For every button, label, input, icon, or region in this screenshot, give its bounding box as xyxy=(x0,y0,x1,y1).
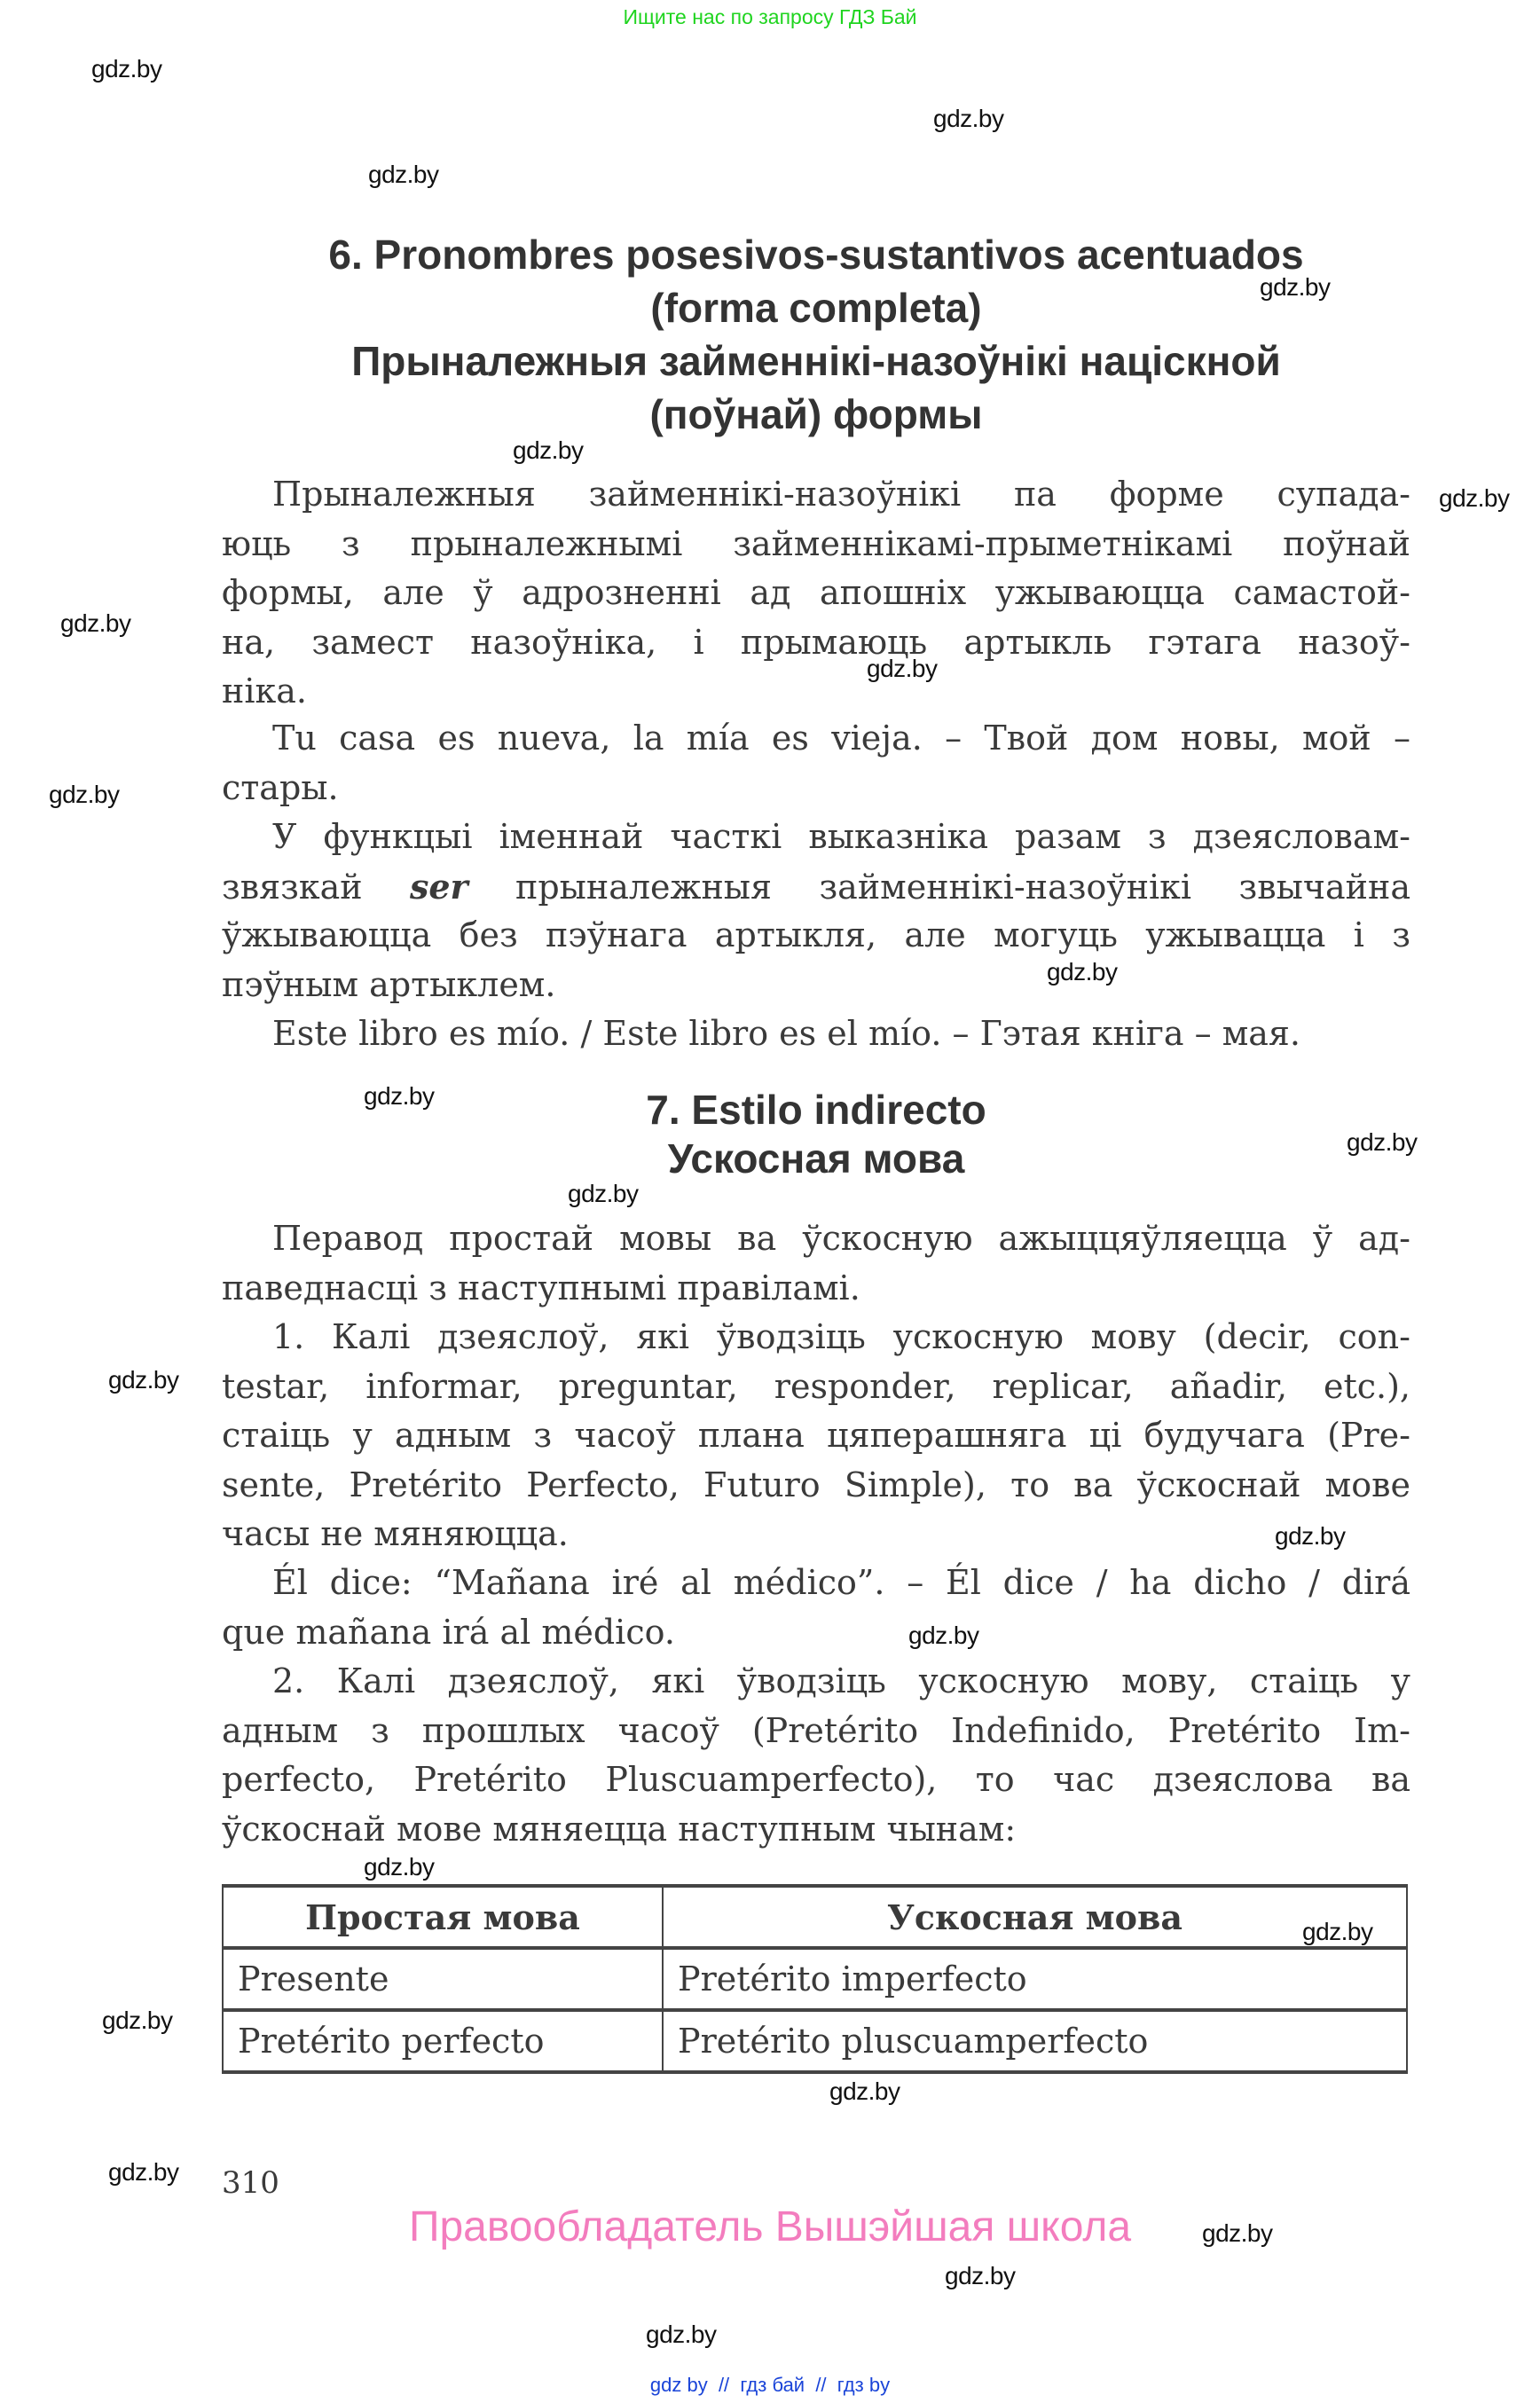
page-number: 310 xyxy=(222,2165,279,2201)
table-row xyxy=(223,2010,1407,2072)
watermark-gdz: gdz.by xyxy=(108,1366,179,1394)
text-line: стары. xyxy=(222,767,339,807)
watermark-gdz: gdz.by xyxy=(91,55,162,82)
text-line: que mañana irá al médico. xyxy=(222,1612,675,1652)
text-fragment: звязкай xyxy=(222,867,410,907)
footer-links[interactable]: gdz by // гдз бай // гдз by xyxy=(649,2374,891,2396)
text-line: Перавод простай мовы ва ўскосную ажыццяўляецца ў ад- xyxy=(272,1219,1410,1258)
watermark-gdz: gdz.by xyxy=(364,1853,435,1881)
watermark-gdz: gdz.by xyxy=(49,781,120,808)
section6-example-1 xyxy=(222,714,1410,813)
watermark-gdz: gdz.by xyxy=(1260,273,1331,301)
watermark-gdz: gdz.by xyxy=(1302,1918,1373,1945)
watermark-gdz: gdz.by xyxy=(908,1622,979,1649)
watermark-gdz: gdz.by xyxy=(568,1180,639,1207)
text-line: юць з прыналежнымі займеннікамі-прыметнікамі поўнай xyxy=(222,523,1410,563)
section6-heading-be-line1: Прыналежныя займеннікі-назоўнікі націскной xyxy=(351,338,1281,384)
section6-paragraph-1 xyxy=(222,470,1410,717)
text-line: perfecto, Pretérito Pluscuamperfecto), то час дзеяслова ва xyxy=(222,1760,1410,1799)
watermark-gdz: gdz.by xyxy=(102,2006,173,2034)
watermark-gdz: gdz.by xyxy=(945,2262,1016,2289)
watermark-gdz: gdz.by xyxy=(1275,1522,1346,1550)
watermark-gdz: gdz.by xyxy=(646,2321,717,2348)
text-line: паведнасці з наступнымі правіламі. xyxy=(222,1268,860,1308)
text-line: sente, Pretérito Perfecto, Futuro Simple), то ва ўскоснай мове xyxy=(222,1465,1410,1504)
watermark-gdz: gdz.by xyxy=(1047,958,1118,986)
watermark-gdz: gdz.by xyxy=(1439,484,1510,512)
text-line: формы, але ў адрозненні ад апошніх ужываюцца самастой- xyxy=(222,573,1410,612)
table-cell: Pretérito pluscuamperfecto xyxy=(663,2010,1407,2072)
text-line: Tu casa es nueva, la mía es vieja. – Твой дом новы, мой – xyxy=(272,719,1410,758)
table-cell: Pretérito imperfecto xyxy=(663,1948,1407,2010)
watermark-gdz: gdz.by xyxy=(867,655,938,682)
text-line: У функцыі іменнай часткі выказніка разам з дзеясловам- xyxy=(272,817,1410,856)
section7-heading-be: Ускосная мова xyxy=(667,1135,965,1182)
top-search-banner: Ищите нас по запросу ГДЗ Бай xyxy=(623,5,917,28)
watermark-gdz: gdz.by xyxy=(1347,1128,1418,1156)
table-cell: Pretérito perfecto xyxy=(223,2010,663,2072)
section7-example-1 xyxy=(222,1559,1410,1657)
text-line: Прыналежныя займеннікі-назоўнікі па форме супада- xyxy=(272,475,1410,514)
text-line: ўжываюцца без пэўнага артыкля, але могуць ужывацца і з xyxy=(222,915,1410,954)
text-line: Este libro es mío. / Este libro es el mío. – Гэтая кніга – мая. xyxy=(272,1014,1300,1053)
watermark-gdz: gdz.by xyxy=(933,105,1004,132)
text-line: ўскоснай мове мяняецца наступным чынам: xyxy=(222,1809,1017,1849)
section7-rule-1 xyxy=(222,1313,1410,1559)
table-header-row xyxy=(223,1886,1407,1948)
table-header-direct-speech: Простая мова xyxy=(223,1886,663,1948)
text-line: ніка. xyxy=(222,671,307,711)
emphasis-ser: ser xyxy=(409,866,468,907)
watermark-gdz: gdz.by xyxy=(364,1082,435,1110)
text-line: адным з прошлых часоў (Pretérito Indefinido, Pretérito Im- xyxy=(222,1710,1410,1750)
text-line: стаіць у адным з часоў плана цяперашняга ці будучага (Pre- xyxy=(222,1416,1410,1455)
section7-intro xyxy=(222,1214,1410,1313)
text-line: 2. Калі дзеяслоў, які ўводзіць ускосную мову, стаіць у xyxy=(272,1661,1410,1700)
copyright-notice: Правообладатель Вышэйшая школа xyxy=(408,2203,1132,2250)
text-line: на, замест назоўніка, і прымаюць артыкль гэтага назоў- xyxy=(222,622,1410,662)
table-header-indirect-speech: Ускосная мова xyxy=(663,1886,1407,1948)
section7-rule-2 xyxy=(222,1657,1410,1854)
section6-heading-es-line2: (forma completa) xyxy=(650,285,982,331)
text-line: пэўным артыклем. xyxy=(222,964,556,1004)
table-row xyxy=(223,1948,1407,2010)
text-line xyxy=(222,862,1410,912)
section7-heading-es: 7. Estilo indirecto xyxy=(646,1087,986,1133)
text-line: Él dice: “Mañana iré al médico”. – Él dice / ha dicho / dirá xyxy=(272,1563,1410,1602)
watermark-gdz: gdz.by xyxy=(513,436,584,464)
watermark-gdz: gdz.by xyxy=(60,609,131,637)
text-line: часы не мяняюцца. xyxy=(222,1514,569,1553)
section6-example-2 xyxy=(222,1009,1410,1059)
section6-paragraph-2 xyxy=(222,813,1410,1009)
table-cell: Presente xyxy=(223,1948,663,2010)
section6-heading-es-line1: 6. Pronombres posesivos-sustantivos acentuados xyxy=(328,232,1304,278)
text-fragment: прыналежныя займеннікі-назоўнікі звычайна xyxy=(468,867,1410,907)
watermark-gdz: gdz.by xyxy=(1202,2219,1273,2247)
watermark-gdz: gdz.by xyxy=(368,161,439,188)
text-line: 1. Калі дзеяслоў, які ўводзіць ускосную мову (decir, con- xyxy=(272,1317,1410,1356)
watermark-gdz: gdz.by xyxy=(829,2077,900,2105)
section6-heading-be-line2: (поўнай) формы xyxy=(649,391,983,437)
tense-change-table xyxy=(222,1884,1408,2074)
text-line: testar, informar, preguntar, responder, replicar, añadir, etc.), xyxy=(222,1366,1410,1406)
watermark-gdz: gdz.by xyxy=(108,2158,179,2186)
